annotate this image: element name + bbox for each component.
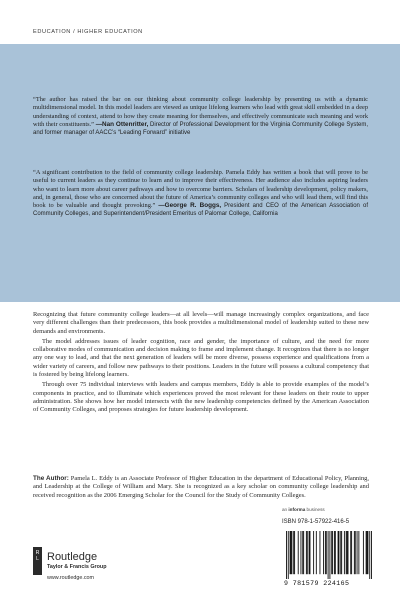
barcode-bar (367, 531, 368, 574)
barcode-bar (309, 531, 310, 574)
barcode-bar (363, 531, 364, 574)
barcode-icon (286, 531, 372, 579)
barcode-bar (329, 531, 330, 579)
barcode-bar (310, 531, 311, 574)
barcode-bar (313, 531, 314, 574)
barcode-bar (340, 531, 341, 574)
blurb-text: “A significant contribution to the field of community college leadership. Pamela Eddy has written a book that will prove to be useful to current leaders as they continue to learn and to improve their effectiveness. Her audience also includes aspiring leaders who want to learn more about career pathways and how to overcome barriers. Scholars of leadership development, policy makers, and, in general, those who are concerned about the future of America’s community colleges and who will lead them, will find this book to be valuable and thought provoking.” (33, 169, 368, 209)
barcode-bar (357, 531, 358, 574)
informa-business-label: an informa business (282, 507, 325, 512)
description-paragraph: Through over 75 individual interviews with leaders and campus members, Eddy is able to provide examples of the model’s components in practice, and to illuminate which experiences proved the most relevant for these leaders on their route to upper administration. She shows how her model intersects with the new leadership competencies defined by the American Association of Community Colleges, and proposes strategies for future leadership development. (33, 381, 369, 414)
publisher-logo (33, 547, 153, 587)
barcode-bar (355, 531, 356, 574)
author-bio (33, 475, 369, 500)
barcode-bar (369, 531, 370, 579)
barcode-bar (303, 531, 304, 574)
barcode-bar (332, 531, 333, 574)
barcode-bar (358, 531, 359, 574)
barcode-bar (348, 531, 349, 574)
barcode-bar (300, 531, 301, 574)
blurb-attribution-affiliation: President and CEO of the American Association of Community Colleges, and Superintendent/President Emeritus of Palomar College, California (33, 203, 369, 218)
barcode-bar (334, 531, 335, 574)
barcode-bar (306, 531, 307, 574)
barcode-bar (326, 531, 327, 574)
barcode-bar (366, 531, 367, 574)
barcode-digits: 9 781579 224165 (284, 580, 350, 587)
publisher-name: Routledge (47, 551, 98, 563)
barcode-bar (290, 531, 291, 574)
barcode-bar (288, 531, 289, 579)
barcode-bar (341, 531, 342, 574)
barcode-bar (354, 531, 355, 574)
barcode-bar (316, 531, 317, 574)
routledge-mark-icon (33, 547, 42, 579)
publisher-group: Taylor & Francis Group (47, 564, 107, 570)
isbn-label: ISBN 978-1-57922-416-5 (282, 519, 350, 525)
barcode-bar (291, 531, 292, 574)
barcode-bar (347, 531, 348, 574)
barcode-bar (331, 531, 332, 574)
barcode-bar (344, 531, 345, 574)
barcode-bar (338, 531, 339, 574)
barcode-bar (351, 531, 352, 574)
barcode-bar (367, 531, 368, 574)
publisher-url: www.routledge.com (47, 575, 95, 581)
barcode-bar (335, 531, 336, 574)
barcode-bar (294, 531, 295, 574)
barcode-bar (319, 531, 320, 574)
description-paragraph: The model addresses issues of leader cognition, race and gender, the importance of culture, and the need for more collaborative modes of communication and decision making to frame and implement change. It recognizes that there is no longer any one way to lead, and that the next generation of leaders will be more diverse, possess experience and qualifications from a wider variety of careers, and follow new pathways to their positions. Leaders in the future will possess a cultural competency that is fostered by being lifelong learners. (33, 337, 369, 379)
barcode-bar (346, 531, 347, 574)
blurb-ottenritter (33, 96, 368, 137)
blurb-attribution-name: —George R. Boggs, (158, 202, 222, 209)
barcode-bar (293, 531, 294, 574)
author-label: The Author: (33, 475, 69, 482)
barcode-bar (302, 531, 303, 574)
barcode-bar (325, 531, 326, 574)
blurb-boggs (33, 169, 368, 219)
description-paragraph: Recognizing that future community college leaders—at all levels—will manage increasingly complex organizations, and face very different challenges than their predecessors, this book provides a multidimensional model of leadership suited to these new demands and environments. (33, 311, 369, 335)
barcode-bar (307, 531, 308, 574)
blurb-attribution-affiliation: Director of Professional Development for the Virginia Community College System, and former manager of AACC’s “Leading Forward” initiative (33, 121, 368, 136)
barcode-bar (350, 531, 351, 574)
barcode-bar (323, 531, 324, 574)
blurb-text: “The author has raised the bar on our thinking about community college leadership by presenting us with a dynamic multidimensional model. In this model leaders are viewed as unique lifelong learners who lead with great skill embedded in a deep understanding of context, attend to how they create meaning for themselves, and effectively communicate such meaning and work with their constituents.” (33, 96, 368, 128)
barcode-bar (298, 531, 299, 574)
book-description (33, 311, 369, 417)
top-strip (0, 0, 400, 44)
blurb-attribution-name: —Nan Ottenritter, (95, 120, 149, 128)
category-label: EDUCATION / HIGHER EDUCATION (33, 29, 143, 35)
barcode-bar (339, 531, 340, 574)
barcode-bar (286, 531, 287, 579)
logo-vertical-letters: R L (35, 550, 40, 562)
barcode-bar (371, 531, 372, 579)
author-bio-text: Pamela L. Eddy is an Associate Professor of Higher Education in the department of Educational Policy, Planning, and Leadership at the College of William and Mary. She is recognized as a key scholar on community college leadership and received recognition as the 2006 Emerging Scholar for the Council for the Study of Community Colleges. (33, 475, 369, 499)
barcode-bar (291, 531, 292, 574)
barcode-bar (328, 531, 329, 579)
